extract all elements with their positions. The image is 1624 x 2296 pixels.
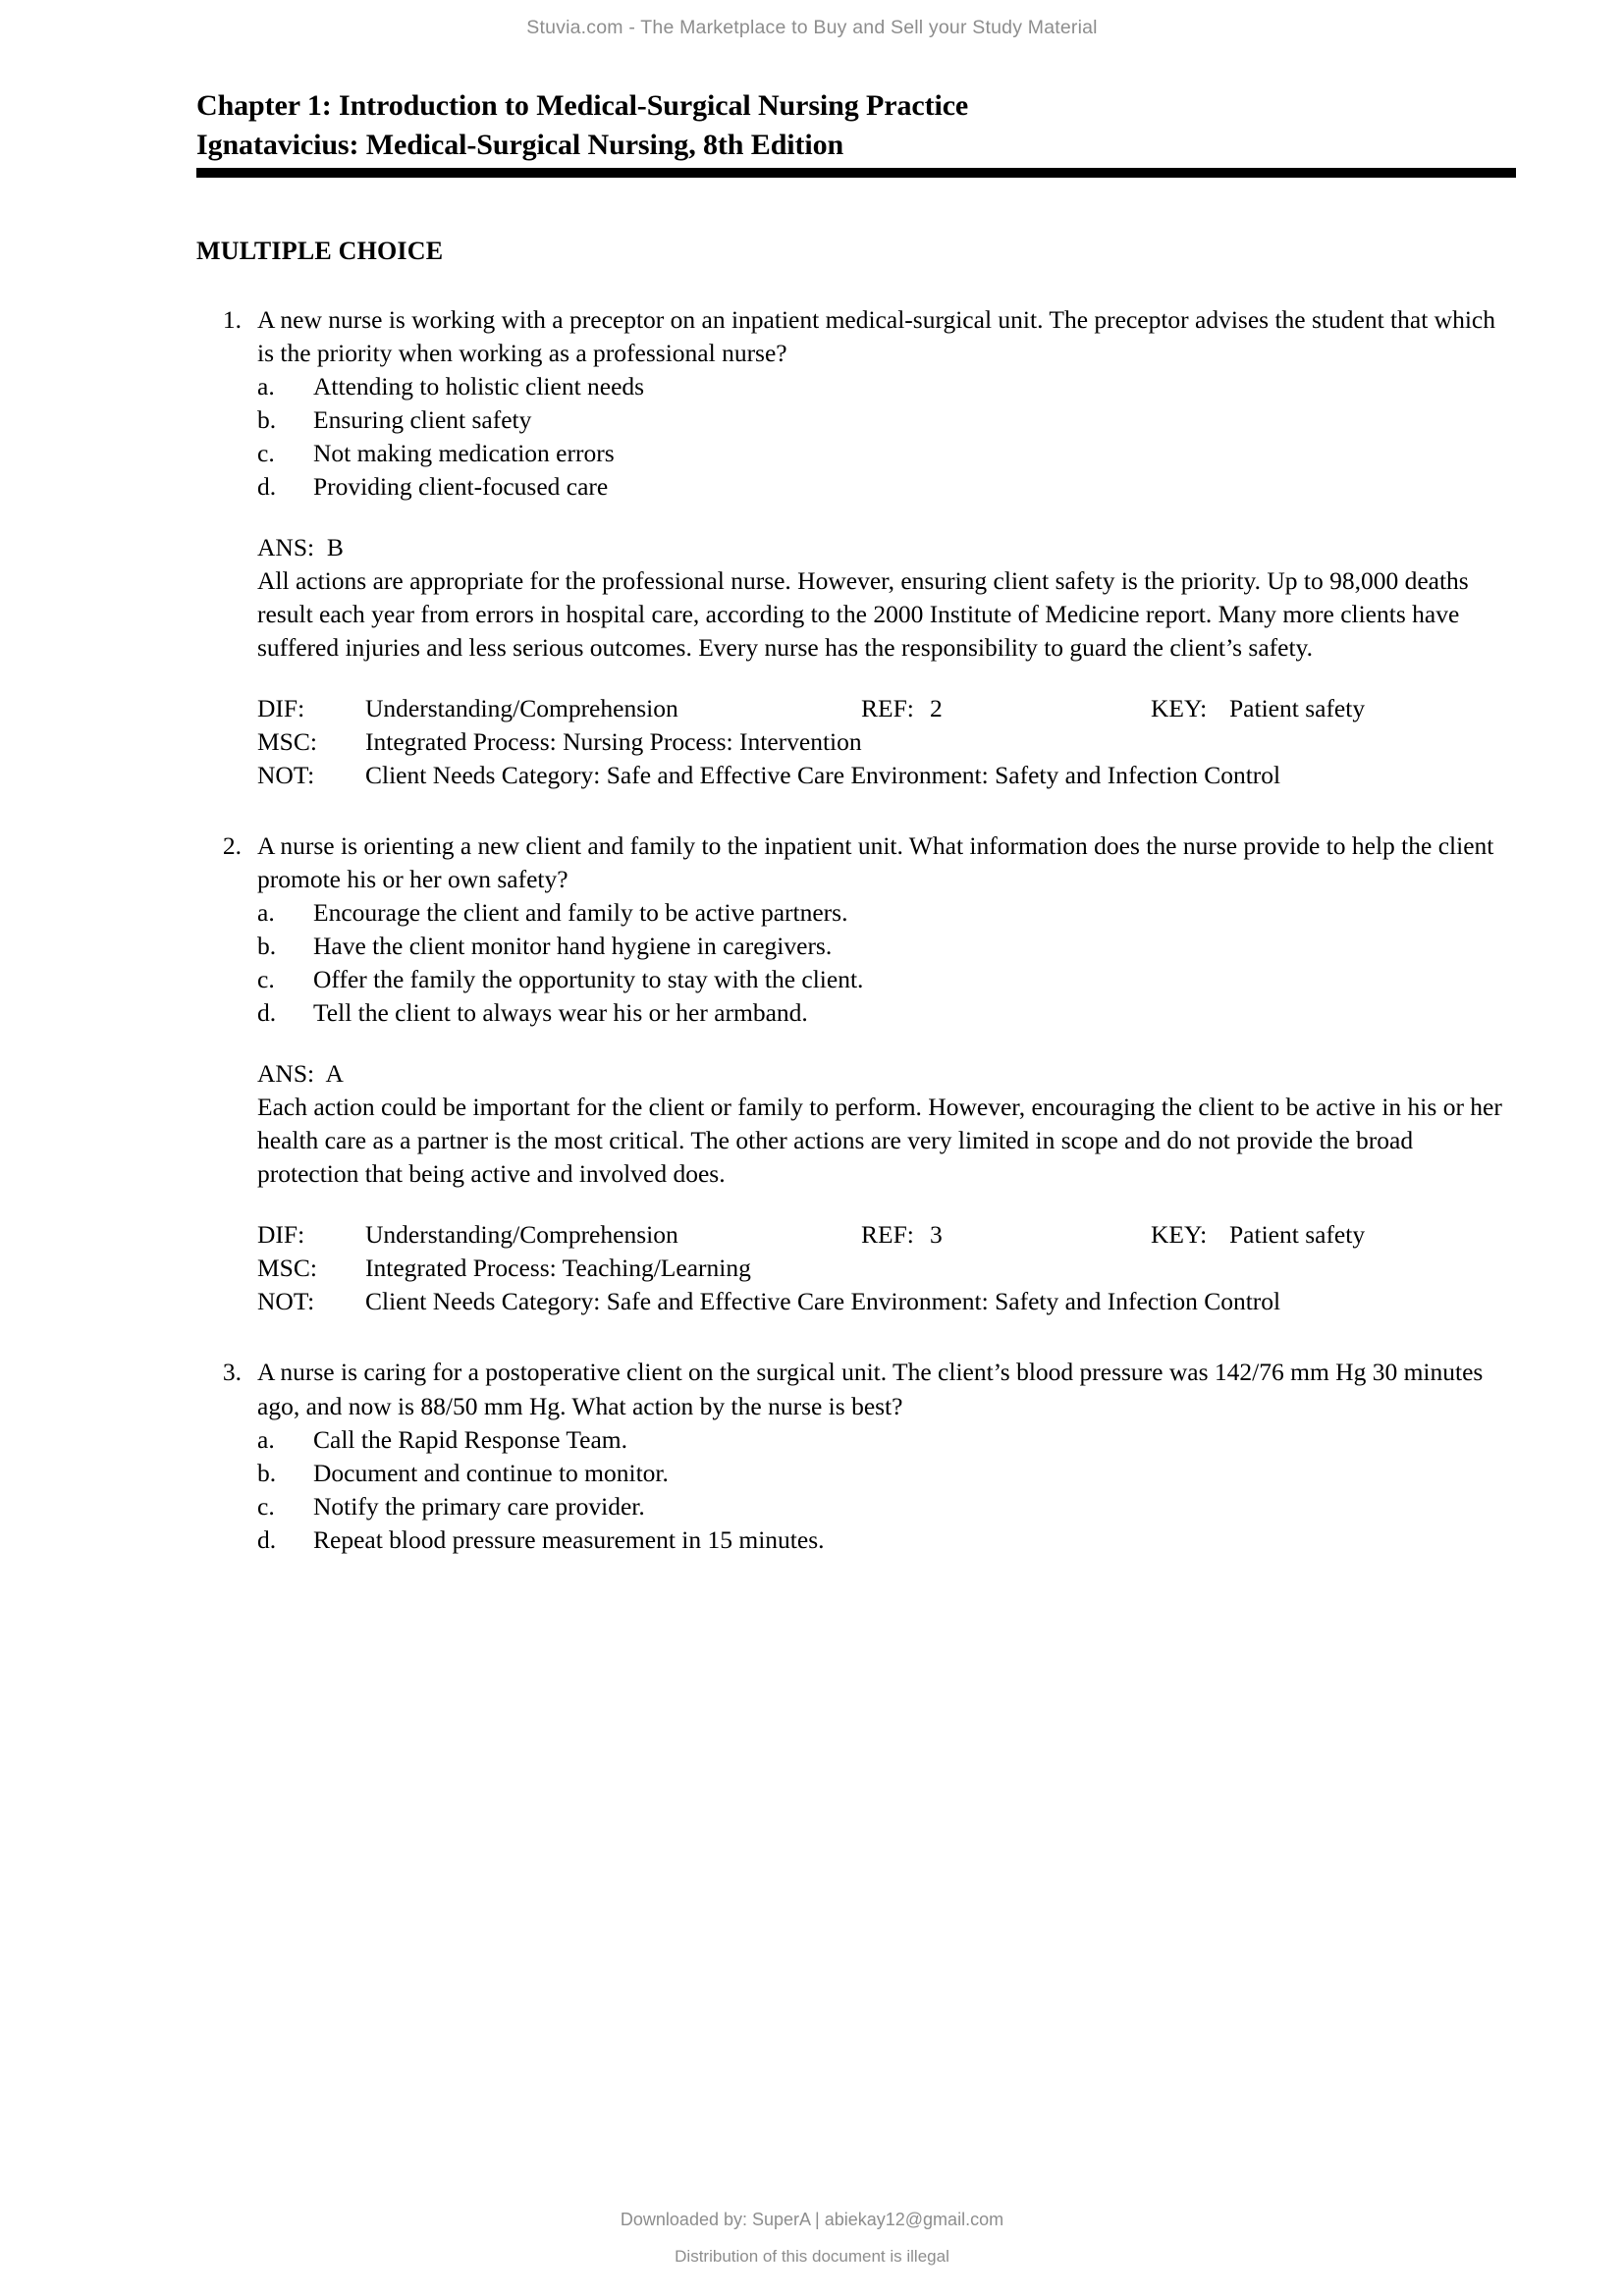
answer-option[interactable] [257,1457,1517,1490]
not-value: Client Needs Category: Safe and Effective Care Environment: Safety and Infection Control [365,761,1281,790]
not-label: NOT: [257,761,315,790]
option-text: Repeat blood pressure measurement in 15 minutes. [313,1524,825,1554]
option-text: Not making medication errors [313,438,615,467]
question-item [196,303,1517,792]
option-letter: b. [257,932,277,961]
answer-label: ANS: [257,532,315,561]
option-text: Encourage the client and family to be active partners. [313,898,848,928]
ref-label: REF: [861,1220,914,1250]
answer-value: A [325,1059,344,1089]
option-letter: d. [257,1524,277,1554]
option-text: Providing client-focused care [313,471,609,501]
answer-options-list [257,896,1517,1030]
option-letter: d. [257,998,277,1028]
not-value: Client Needs Category: Safe and Effective Care Environment: Safety and Infection Control [365,1287,1281,1316]
dif-value: Understanding/Comprehension [365,694,678,723]
footer-distribution-notice: Distribution of this document is illegal [675,2247,949,2266]
option-letter: a. [257,898,275,928]
question-stem: A nurse is caring for a postoperative client on the surgical unit. The client’s blood pressure was 142/76 mm Hg 30 minutes ago, and now is 88/50 mm Hg. What action by the nurse is best? [257,1358,1484,1420]
answer-option[interactable] [257,370,1517,403]
section-heading-multiple-choice: MULTIPLE CHOICE [196,236,444,265]
question-number: 1. [222,304,242,334]
footer-downloaded-by: Downloaded by: SuperA | abiekay12@gmail.com [620,2210,1004,2229]
answer-options-list [257,370,1517,504]
answer-option[interactable] [257,896,1517,930]
ref-label: REF: [861,694,914,723]
answer-option[interactable] [257,403,1517,437]
answer-option[interactable] [257,1523,1517,1557]
option-text: Tell the client to always wear his or her armband. [313,998,808,1028]
question-stem: A new nurse is working with a preceptor on an inpatient medical-surgical unit. The preceptor advises the student that which is the priority when working as a professional nurse? [257,304,1495,367]
answer-option[interactable] [257,930,1517,963]
option-letter: a. [257,371,275,400]
dif-value: Understanding/Comprehension [365,1220,678,1250]
key-value: Patient safety [1229,1220,1366,1250]
answer-option[interactable] [257,1490,1517,1523]
option-letter: c. [257,1491,275,1521]
option-text: Notify the primary care provider. [313,1491,645,1521]
msc-label: MSC: [257,727,317,757]
ref-value: 3 [930,1220,943,1250]
dif-label: DIF: [257,1220,305,1250]
option-letter: b. [257,404,277,434]
dif-label: DIF: [257,694,305,723]
answer-option[interactable] [257,1423,1517,1457]
question-stem: A nurse is orienting a new client and family to the inpatient unit. What information does the nurse provide to help the client promote his or her own safety? [257,831,1494,894]
question-number: 3. [222,1358,242,1387]
msc-value: Integrated Process: Nursing Process: Intervention [365,727,862,757]
option-text: Ensuring client safety [313,404,532,434]
title-divider-rule [196,168,1516,178]
answer-line [257,1057,1517,1091]
key-value: Patient safety [1229,694,1366,723]
answer-option[interactable] [257,963,1517,996]
answer-rationale: Each action could be important for the client or family to perform. However, encouraging the client to be active in his or her health care as a partner is the most critical. The other actions are very limited in scope and do not provide the broad protection that being active and involved does. [257,1093,1502,1189]
ref-value: 2 [930,694,943,723]
metadata-row-not [257,759,1517,792]
answer-block [257,531,1517,665]
question-number: 2. [222,831,242,861]
answer-option[interactable] [257,996,1517,1030]
question-item [196,829,1517,1318]
metadata-row-dif [257,1218,1517,1252]
answer-option[interactable] [257,470,1517,504]
key-label: KEY: [1151,694,1208,723]
option-text: Document and continue to monitor. [313,1458,669,1487]
option-text: Offer the family the opportunity to stay with the client. [313,965,864,994]
metadata-row-msc [257,1252,1517,1285]
answer-rationale: All actions are appropriate for the professional nurse. However, ensuring client safety is the priority. Up to 98,000 deaths result each year from errors in hospital care, according to the 2000 Institute of Medicine report. Many more clients have suffered injuries and less serious outcomes. Every nurse has the responsibility to guard the client’s safety. [257,566,1469,663]
answer-label: ANS: [257,1059,315,1089]
msc-label: MSC: [257,1254,317,1283]
answer-options-list [257,1423,1517,1557]
option-letter: a. [257,1424,275,1454]
msc-value: Integrated Process: Teaching/Learning [365,1254,751,1283]
option-text: Attending to holistic client needs [313,371,645,400]
answer-block [257,1057,1517,1191]
option-text: Call the Rapid Response Team. [313,1424,627,1454]
page-title [196,86,1517,165]
stuvia-watermark-header: Stuvia.com - The Marketplace to Buy and Sell your Study Material [526,17,1098,38]
metadata-row-not [257,1285,1517,1318]
answer-value: B [326,532,344,561]
answer-line [257,531,1517,564]
question-item [196,1356,1517,1556]
key-label: KEY: [1151,1220,1208,1250]
option-letter: b. [257,1458,277,1487]
question-metadata [257,1218,1517,1318]
option-letter: d. [257,471,277,501]
not-label: NOT: [257,1287,315,1316]
question-metadata [257,692,1517,792]
option-letter: c. [257,438,275,467]
option-text: Have the client monitor hand hygiene in caregivers. [313,932,833,961]
document-content [196,86,1517,1557]
metadata-row-dif [257,692,1517,725]
title-line-book: Ignatavicius: Medical-Surgical Nursing, 8th Edition [196,128,844,161]
metadata-row-msc [257,725,1517,759]
answer-option[interactable] [257,437,1517,470]
option-letter: c. [257,965,275,994]
title-line-chapter: Chapter 1: Introduction to Medical-Surgical Nursing Practice [196,89,969,122]
